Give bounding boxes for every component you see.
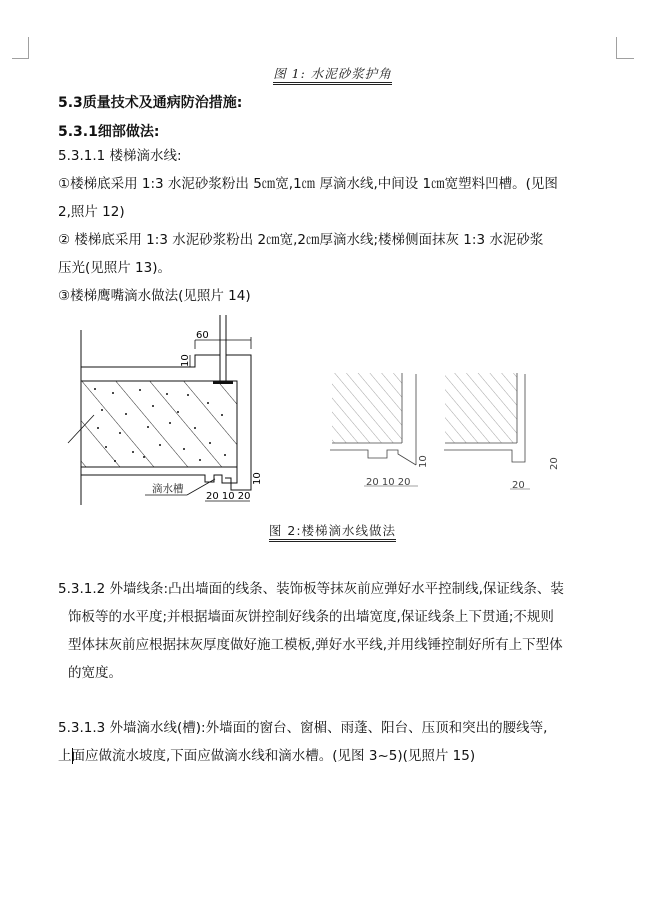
drip-groove-label: 滴水槽 — [152, 483, 184, 495]
dim-bottom-values: 20 10 20 — [206, 491, 251, 502]
item-5311-point1-line1: ①楼梯底采用 1:3 水泥砂浆粉出 5㎝宽,1㎝ 厚滴水线,中间设 1㎝宽塑料凹槽。(见图 — [58, 176, 558, 192]
middle-screed-outline — [330, 450, 416, 465]
upper-screed-outline — [81, 355, 220, 367]
item-5313-line2-start: 上 — [58, 748, 72, 764]
item-5311-point2-line2: 压光(见照片 13)。 — [58, 260, 172, 276]
right-concrete-slab — [445, 373, 517, 443]
figure1-caption-text: 图 1: 水泥砂浆护角 — [273, 66, 392, 85]
right-dim-bottom: 20 — [512, 480, 525, 491]
crop-mark-top-right-vertical — [616, 37, 617, 59]
item-5312-line1: 5.3.1.2 外墙线条:凸出墙面的线条、装饰板等抹灰前应弹好水平控制线,保证线条、装 — [58, 581, 564, 597]
figure2-caption — [0, 521, 665, 539]
dim-top-60: 60 — [196, 330, 209, 341]
dim-side-10-right: 10 — [252, 472, 263, 485]
lower-screed-outline — [81, 467, 237, 483]
middle-dim-side: 10 — [418, 455, 429, 468]
drawing-middle-stair-drip — [320, 370, 435, 495]
crop-mark-top-left-vertical — [28, 37, 29, 59]
item-5312-line4: 的宽度。 — [68, 665, 122, 681]
drawing-right-stair-drip — [440, 370, 560, 495]
item-5313 — [58, 714, 618, 770]
item-5311-title: 5.3.1.1 楼梯滴水线: — [58, 148, 182, 164]
middle-concrete-slab — [332, 373, 402, 443]
item-5313-line2-rest: 面应做流水坡度,下面应做滴水线和滴水槽。(见图 3~5)(见照片 15) — [71, 748, 476, 764]
drawing-left-stair-drip — [60, 315, 280, 507]
right-dim-side: 20 — [549, 457, 560, 470]
item-5312-line3: 型体抹灰前应根据抹灰厚度做好施工模板,弹好水平线,并用线锤控制好所有上下型体 — [68, 637, 563, 653]
middle-dim-bottom: 20 10 20 — [366, 477, 411, 488]
section-heading: 5.3质量技术及通病防治措施: — [58, 95, 243, 111]
item-5312 — [58, 575, 618, 687]
item-5311-point3: ③楼梯鹰嘴滴水做法(见照片 14) — [58, 288, 251, 304]
item-5313-line1: 5.3.1.3 外墙滴水线(槽):外墙面的窗台、窗楣、雨蓬、阳台、压顶和突出的腰线等, — [58, 720, 548, 736]
item-5311 — [58, 142, 618, 310]
crop-mark-top-right-horizontal — [616, 58, 634, 59]
concrete-slab — [81, 381, 237, 467]
item-5311-point1-line2: 2,照片 12) — [58, 204, 125, 220]
item-5312-line2: 饰板等的水平度;并根据墙面灰饼控制好线条的出墙宽度,保证线条上下贯通;不规则 — [68, 609, 554, 625]
item-5313-line2[interactable] — [58, 742, 618, 770]
figure1-caption — [0, 64, 665, 82]
subsection-heading: 5.3.1细部做法: — [58, 124, 160, 140]
dim-side-10-left: 10 — [180, 354, 191, 367]
figure2-caption-text: 图 2:楼梯滴水线做法 — [269, 523, 396, 542]
crop-mark-top-left-horizontal — [12, 58, 29, 59]
item-5311-point2-line1: ② 楼梯底采用 1:3 水泥砂浆粉出 2㎝宽,2㎝厚滴水线;楼梯侧面抹灰 1:3 水泥砂浆 — [58, 232, 544, 248]
